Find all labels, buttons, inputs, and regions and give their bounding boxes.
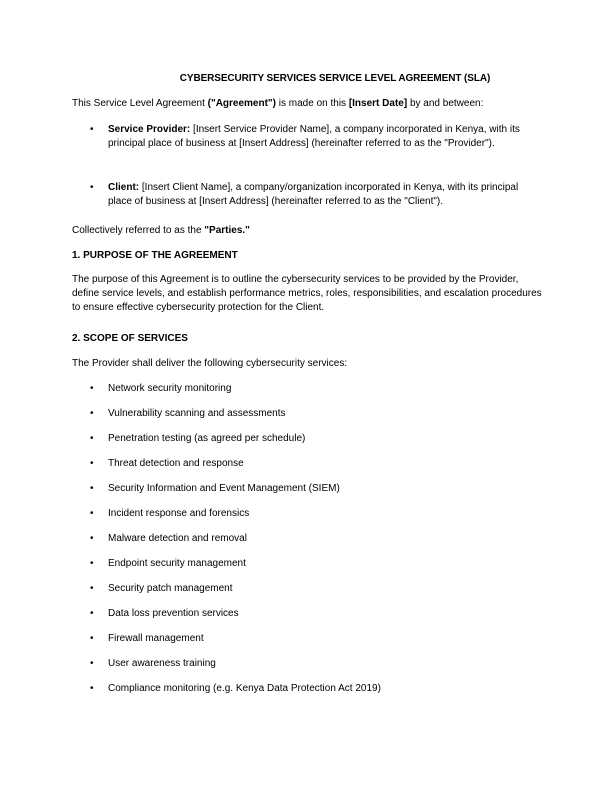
bullet-icon: •	[90, 458, 94, 469]
service-item-text: Network security monitoring	[108, 383, 232, 394]
document-title: CYBERSECURITY SERVICES SERVICE LEVEL AGREEMENT (SLA)	[179, 73, 491, 84]
service-item-text: Security patch management	[108, 583, 233, 594]
party-provider-description: [Insert Service Provider Name], a company incorporated in Kenya, with its principal place of business at [Insert Address] (hereinafter referred to as the "Provider").	[108, 124, 520, 149]
service-list-item	[90, 532, 542, 546]
collectively-paragraph	[72, 224, 542, 238]
service-item-text: Compliance monitoring (e.g. Kenya Data Protection Act 2019)	[108, 683, 381, 694]
party-client-description: [Insert Client Name], a company/organization incorporated in Kenya, with its principal place of business at [Insert Address] (hereinafter referred to as the "Client").	[108, 182, 519, 207]
bullet-icon: •	[90, 508, 94, 519]
party-client	[90, 181, 542, 211]
service-item-text: Data loss prevention services	[108, 608, 239, 619]
party-provider-label: Service Provider:	[108, 124, 191, 135]
bullet-icon: •	[90, 433, 94, 444]
bullet-icon: •	[90, 483, 94, 494]
intro-prefix: This Service Level Agreement	[72, 98, 208, 109]
date-placeholder: [Insert Date]	[348, 98, 408, 109]
bullet-icon: •	[90, 633, 94, 644]
service-item-text: Incident response and forensics	[108, 508, 250, 519]
intro-middle: is made on this	[276, 98, 349, 109]
service-list-item	[90, 407, 542, 421]
section-2-intro: The Provider shall deliver the following cybersecurity services:	[72, 358, 348, 369]
service-item-text: Penetration testing (as agreed per schedule)	[108, 433, 306, 444]
service-item-text: Endpoint security management	[108, 558, 246, 569]
bullet-icon: •	[90, 408, 94, 419]
service-item-text: Vulnerability scanning and assessments	[108, 408, 286, 419]
party-client-label: Client:	[108, 182, 140, 193]
bullet-icon: •	[90, 683, 94, 694]
section-2-heading: 2. SCOPE OF SERVICES	[72, 333, 188, 344]
service-list-item	[90, 382, 542, 396]
party-provider	[90, 123, 542, 167]
agreement-term: ("Agreement")	[207, 98, 277, 109]
bullet-icon: •	[90, 583, 94, 594]
collectively-prefix: Collectively referred to as the	[72, 225, 205, 236]
bullet-icon: •	[90, 124, 94, 135]
service-list-item	[90, 557, 542, 571]
service-list-item	[90, 507, 542, 521]
party-provider-text	[108, 123, 542, 151]
intro-paragraph	[72, 97, 542, 111]
service-list-item	[90, 682, 542, 696]
service-list-item	[90, 632, 542, 646]
intro-suffix: by and between:	[407, 98, 484, 109]
service-list-item	[90, 432, 542, 446]
service-list-item	[90, 657, 542, 671]
service-list-item	[90, 457, 542, 471]
section-1-body: The purpose of this Agreement is to outline the cybersecurity services to be provided by the Provider, define service levels, and establish performance metrics, roles, responsibilities, and escalation procedures to ensure effective cybersecurity protection for the Client.	[72, 274, 542, 313]
bullet-icon: •	[90, 608, 94, 619]
service-item-text: Security Information and Event Management (SIEM)	[108, 483, 340, 494]
service-item-text: Firewall management	[108, 633, 204, 644]
service-list-item	[90, 582, 542, 596]
service-item-text: Malware detection and removal	[108, 533, 247, 544]
parties-term: "Parties."	[204, 225, 250, 236]
bullet-icon: •	[90, 182, 94, 193]
service-list-item	[90, 482, 542, 496]
service-item-text: Threat detection and response	[108, 458, 244, 469]
bullet-icon: •	[90, 558, 94, 569]
service-item-text: User awareness training	[108, 658, 216, 669]
section-1-heading: 1. PURPOSE OF THE AGREEMENT	[72, 250, 238, 261]
service-list-item	[90, 607, 542, 621]
bullet-icon: •	[90, 658, 94, 669]
party-client-text	[108, 181, 542, 209]
bullet-icon: •	[90, 533, 94, 544]
bullet-icon: •	[90, 383, 94, 394]
